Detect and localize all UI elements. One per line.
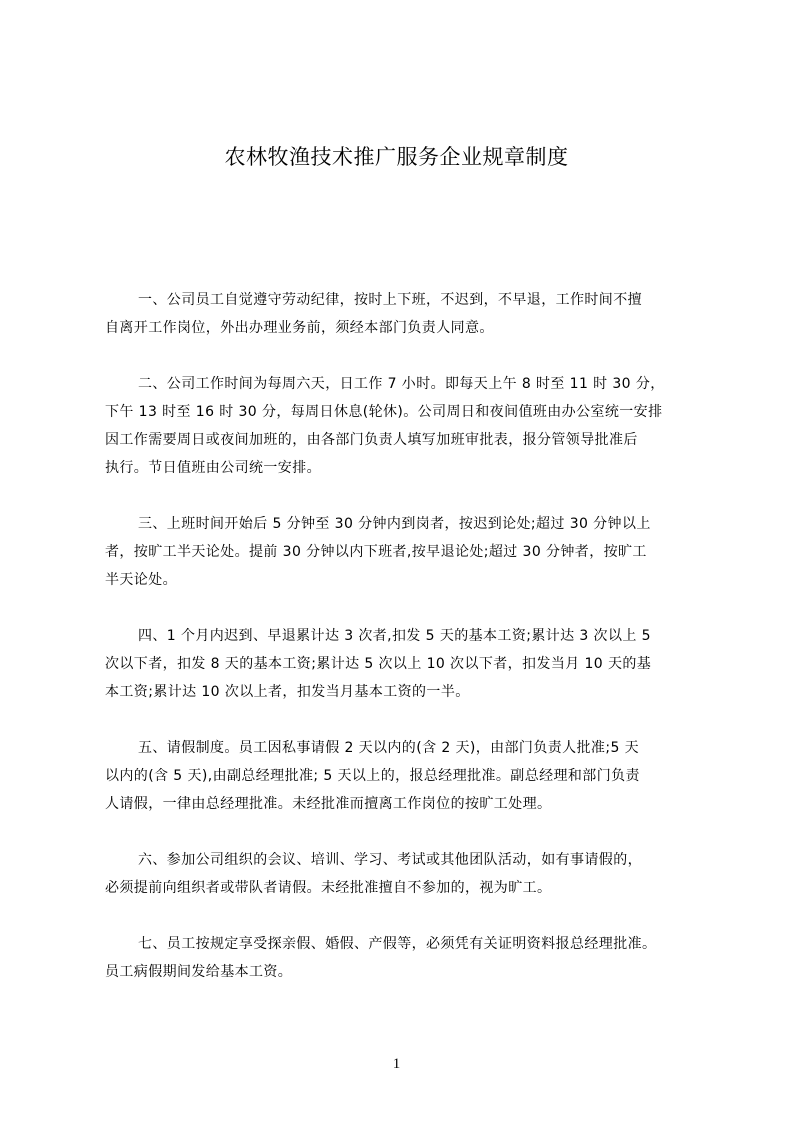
paragraph-line: 自离开工作岗位，外出办理业务前，须经本部门负责人同意。 [105,320,494,336]
paragraph-line: 执行。节日值班由公司统一安排。 [105,460,321,476]
paragraph-line: 次以下者，扣发 8 天的基本工资;累计达 5 次以上 10 次以下者，扣发当月 10 天的基 [105,656,652,672]
paragraph-line: 五、请假制度。员工因私事请假 2 天以内的(含 2 天)，由部门负责人批准;5 天 [138,740,640,756]
paragraph-4 [105,622,698,706]
paragraph-line: 人请假，一律由总经理批准。未经批准而擅离工作岗位的按旷工处理。 [105,796,552,812]
paragraph-line: 因工作需要周日或夜间加班的，由各部门负责人填写加班审批表，报分管领导批准后 [105,432,638,448]
paragraph-line: 六、参加公司组织的会议、培训、学习、考试或其他团队活动，如有事请假的， [138,852,642,868]
paragraph-line: 者，按旷工半天论处。提前 30 分钟以内下班者,按早退论处;超过 30 分钟者，按旷工 [105,544,647,560]
document-body [105,286,698,1014]
paragraph-line: 半天论处。 [105,572,177,588]
paragraph-line: 二、公司工作时间为每周六天，日工作 7 小时。即每天上午 8 时至 11 时 30 分， [138,376,665,392]
page-number: 1 [392,1056,401,1072]
paragraph-line: 必须提前向组织者或带队者请假。未经批准擅自不参加的，视为旷工。 [105,880,552,896]
paragraph-line: 三、上班时间开始后 5 分钟至 30 分钟内到岗者，按迟到论处;超过 30 分钟以上 [138,516,651,532]
paragraph-line: 七、员工按规定享受探亲假、婚假、产假等，必须凭有关证明资料报总经理批准。 [138,936,657,952]
document-title: 农林牧渔技术推广服务企业规章制度 [224,145,569,169]
paragraph-line: 一、公司员工自觉遵守劳动纪律，按时上下班，不迟到，不早退，工作时间不擅 [138,292,642,308]
paragraph-line: 员工病假期间发给基本工资。 [105,964,293,980]
paragraph-7 [105,930,698,986]
paragraph-3 [105,510,698,594]
paragraph-6 [105,846,698,902]
paragraph-2 [105,370,698,482]
paragraph-line: 本工资;累计达 10 次以上者，扣发当月基本工资的一半。 [105,684,470,700]
paragraph-1 [105,286,698,342]
paragraph-line: 四、1 个月内迟到、早退累计达 3 次者,扣发 5 天的基本工资;累计达 3 次以上 5 [138,628,651,644]
paragraph-line: 以内的(含 5 天),由副总经理批准; 5 天以上的，报总经理批准。副总经理和部门负责 [105,768,640,784]
paragraph-5 [105,734,698,818]
paragraph-line: 下午 13 时至 16 时 30 分，每周日休息(轮休)。公司周日和夜间值班由办公室统一安排 [105,404,663,420]
